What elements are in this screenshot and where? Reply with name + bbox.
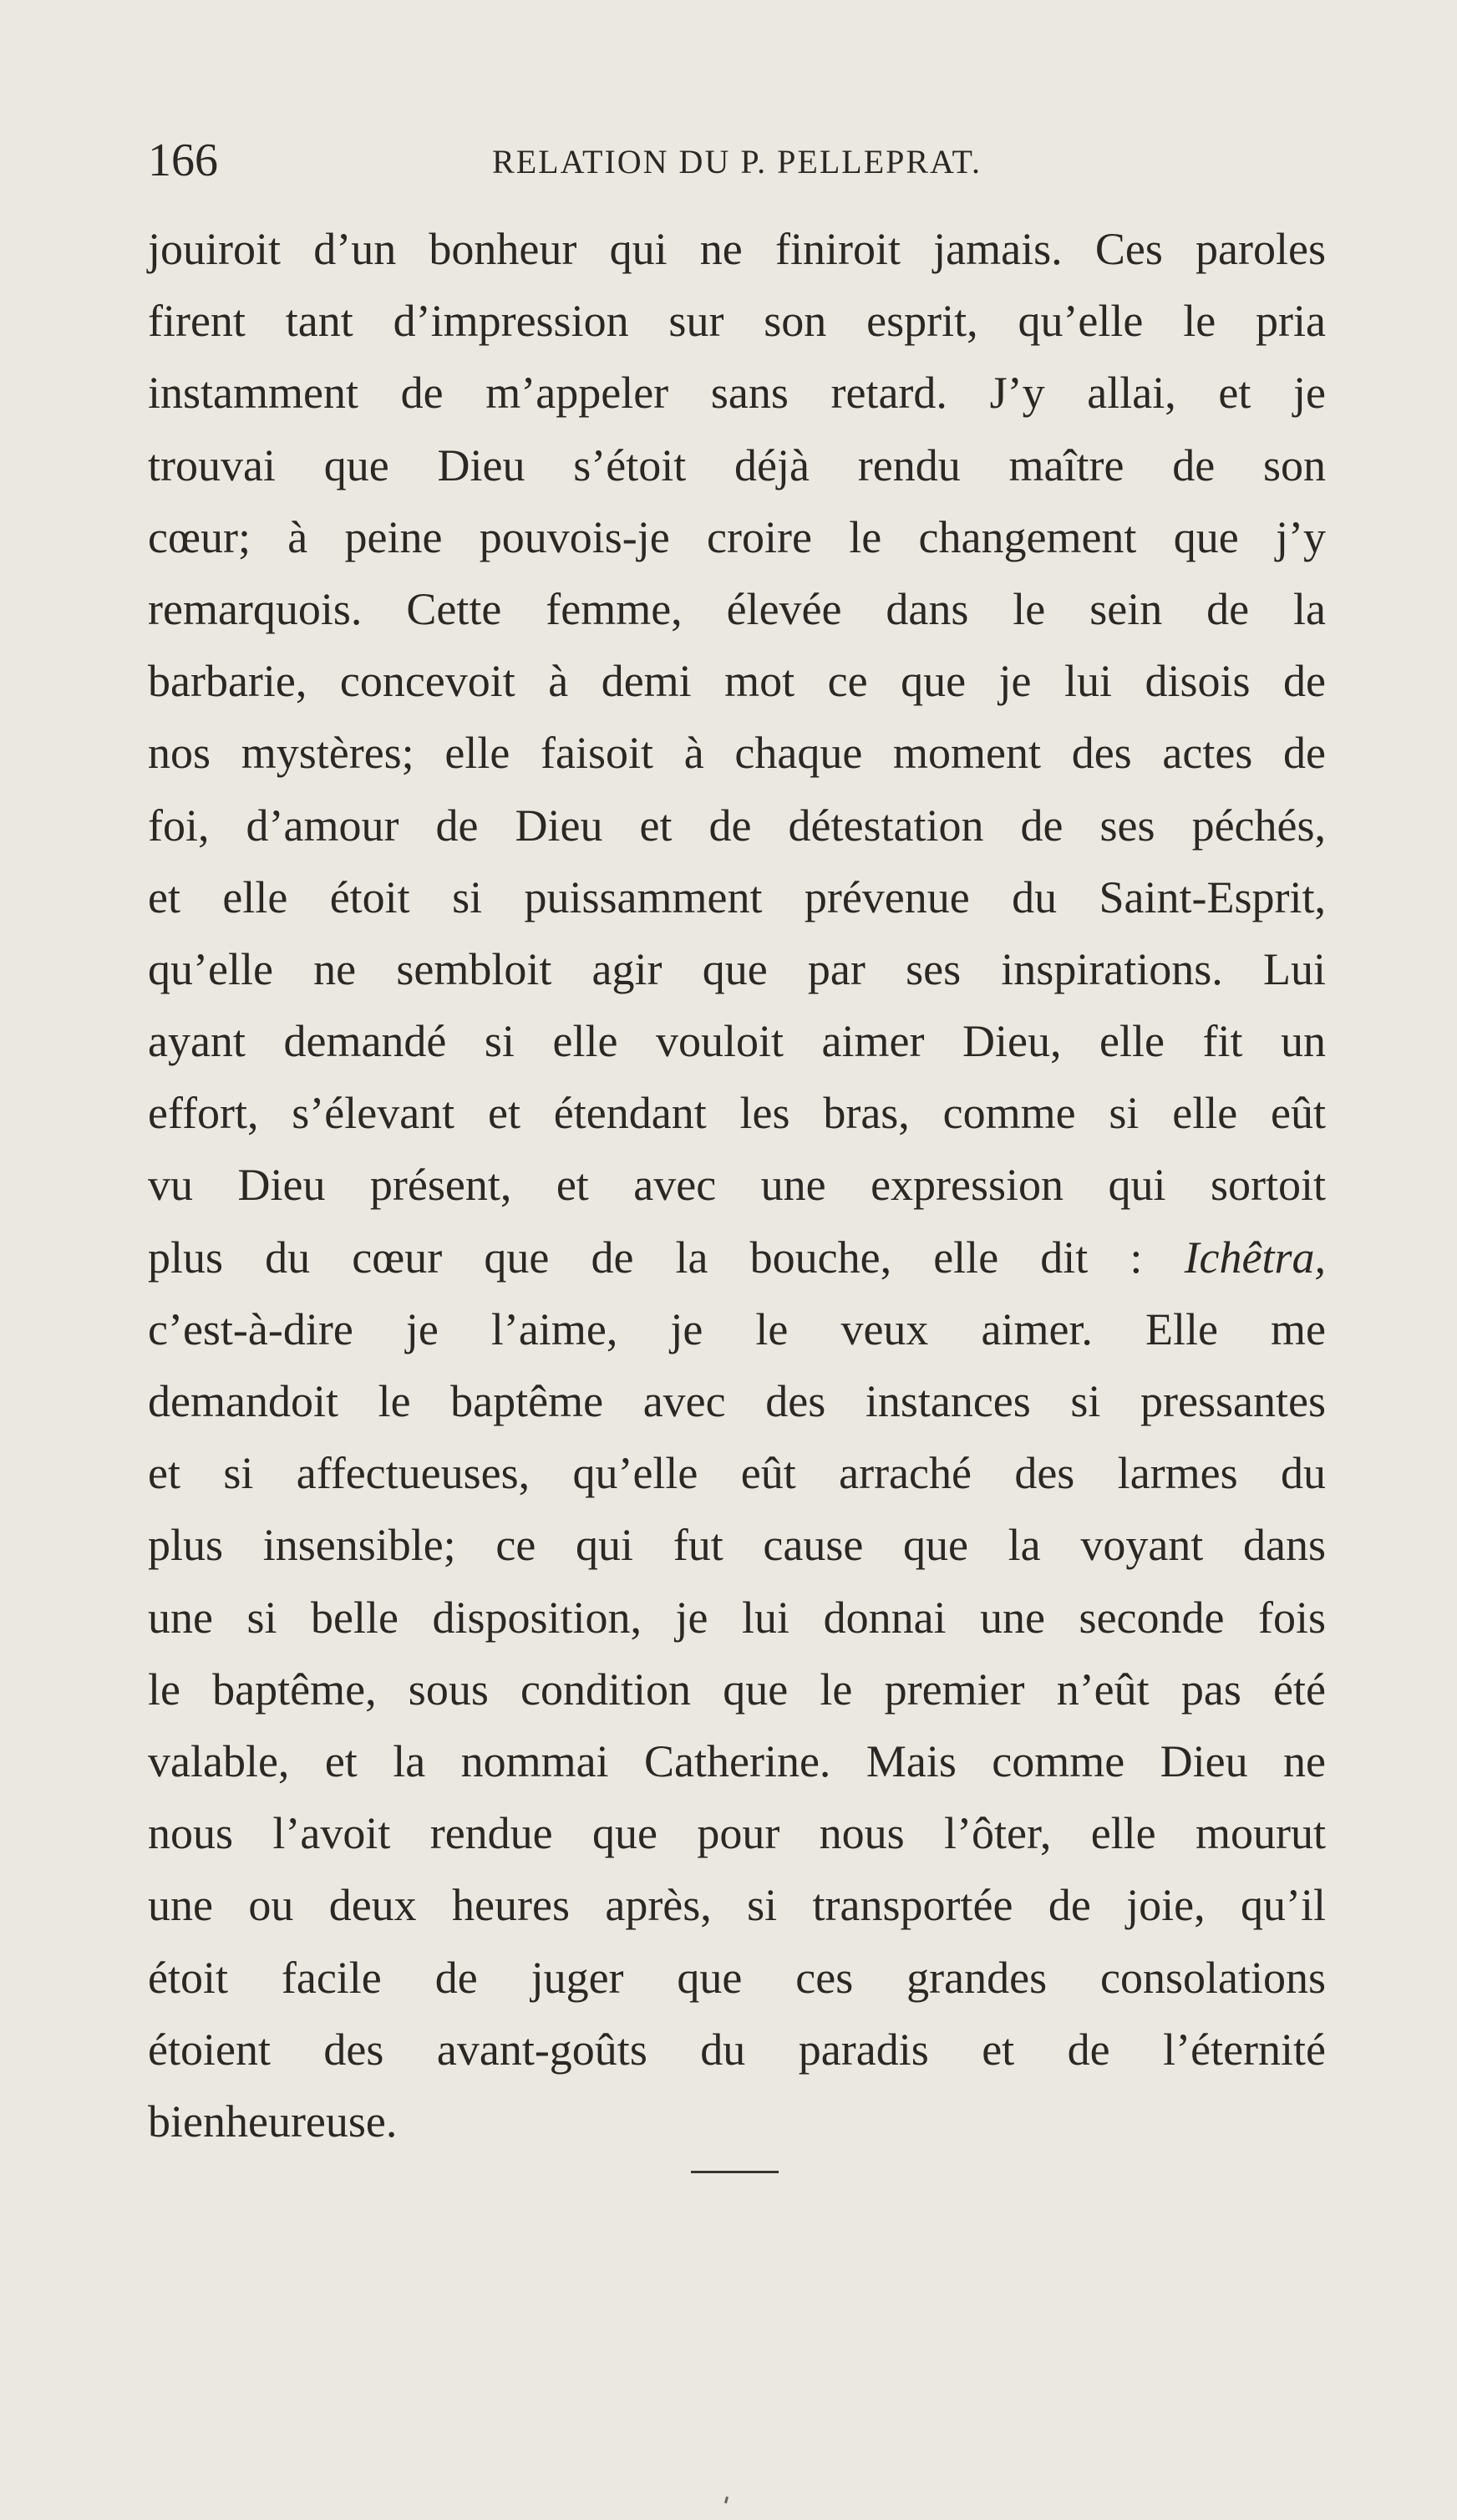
line-text: jouiroit d’un bonheur qui ne finiroit jamais. Ces paroles bbox=[148, 224, 1326, 274]
text-line bbox=[148, 861, 1326, 933]
line-text: et si affectueuses, qu’elle eût arraché des larmes du bbox=[148, 1448, 1326, 1499]
page-number: 166 bbox=[148, 135, 218, 186]
text-line bbox=[148, 1149, 1326, 1221]
line-text: vu Dieu présent, et avec une expression qui sortoit bbox=[148, 1160, 1326, 1211]
line-text: le baptême, sous condition que le premier n’eût pas été bbox=[148, 1664, 1326, 1715]
text-line bbox=[148, 1582, 1326, 1654]
line-text: ayant demandé si elle vouloit aimer Dieu, elle fit un bbox=[148, 1016, 1326, 1067]
line-text: nos mystères; elle faisoit à chaque moment des actes de bbox=[148, 728, 1326, 779]
line-text: instamment de m’appeler sans retard. J’y allai, et je bbox=[148, 368, 1326, 419]
text-line bbox=[148, 1077, 1326, 1149]
line-text: étoient des avant-goûts du paradis et de l’éternité bbox=[148, 2024, 1326, 2075]
line-text: cœur; à peine pouvois-je croire le changement que j’y bbox=[148, 511, 1326, 562]
running-title: RELATION DU P. PELLEPRAT. bbox=[492, 143, 982, 180]
line-text: plus insensible; ce qui fut cause que la voyant dans bbox=[148, 1520, 1326, 1571]
text-line bbox=[148, 1222, 1326, 1293]
text-line bbox=[148, 573, 1326, 645]
italic-word: Ichêtra, bbox=[1184, 1232, 1327, 1283]
line-text: qu’elle ne sembloit agir que par ses inspirations. Lui bbox=[148, 943, 1326, 994]
body-text bbox=[148, 213, 1326, 2157]
text-line bbox=[148, 1725, 1326, 1797]
text-line bbox=[148, 213, 1326, 285]
text-line bbox=[148, 933, 1326, 1005]
line-text: plus du cœur que de la bouche, elle dit : bbox=[148, 1232, 1143, 1283]
line-text: une ou deux heures après, si transportée de joie, qu’il bbox=[148, 1880, 1326, 1931]
text-line bbox=[148, 2086, 1326, 2157]
text-line bbox=[148, 790, 1326, 861]
line-text: remarquois. Cette femme, élevée dans le sein de la bbox=[148, 583, 1326, 634]
running-header bbox=[148, 134, 1326, 192]
line-text: trouvai que Dieu s’étoit déjà rendu maître de son bbox=[148, 439, 1326, 490]
line-text: nous l’avoit rendue que pour nous l’ôter, elle mourut bbox=[148, 1808, 1326, 1859]
line-text: valable, et la nommai Catherine. Mais comme Dieu ne bbox=[148, 1735, 1326, 1786]
text-line bbox=[148, 1797, 1326, 1869]
line-text: c’est-à-dire je l’aime, je le veux aimer. Elle me bbox=[148, 1303, 1326, 1354]
text-line bbox=[148, 1293, 1326, 1365]
line-text: bienheureuse. bbox=[148, 2096, 398, 2147]
text-line bbox=[148, 2014, 1326, 2086]
text-line bbox=[148, 1869, 1326, 1941]
text-line bbox=[148, 429, 1326, 501]
text-line bbox=[148, 285, 1326, 357]
text-line bbox=[148, 1365, 1326, 1437]
line-text: barbarie, concevoit à demi mot ce que je lui disois de bbox=[148, 656, 1326, 707]
line-text: firent tant d’impression sur son esprit, qu’elle le pria bbox=[148, 296, 1326, 347]
line-text: une si belle disposition, je lui donnai une seconde fois bbox=[148, 1592, 1326, 1643]
line-text: foi, d’amour de Dieu et de détestation de ses péchés, bbox=[148, 800, 1326, 851]
printer-mark bbox=[724, 2497, 728, 2504]
line-text: demandoit le baptême avec des instances si pressantes bbox=[148, 1376, 1326, 1426]
text-line bbox=[148, 717, 1326, 789]
section-end-rule bbox=[691, 2171, 779, 2173]
line-text: effort, s’élevant et étendant les bras, comme si elle eût bbox=[148, 1088, 1326, 1139]
text-line bbox=[148, 357, 1326, 429]
text-line bbox=[148, 645, 1326, 717]
line-text: étoit facile de juger que ces grandes consolations bbox=[148, 1952, 1326, 2003]
text-line bbox=[148, 1509, 1326, 1581]
text-line bbox=[148, 501, 1326, 573]
line-text: et elle étoit si puissamment prévenue du Saint-Esprit, bbox=[148, 871, 1326, 922]
text-line bbox=[148, 1005, 1326, 1077]
text-line bbox=[148, 1942, 1326, 2014]
text-line bbox=[148, 1654, 1326, 1725]
text-line bbox=[148, 1437, 1326, 1509]
